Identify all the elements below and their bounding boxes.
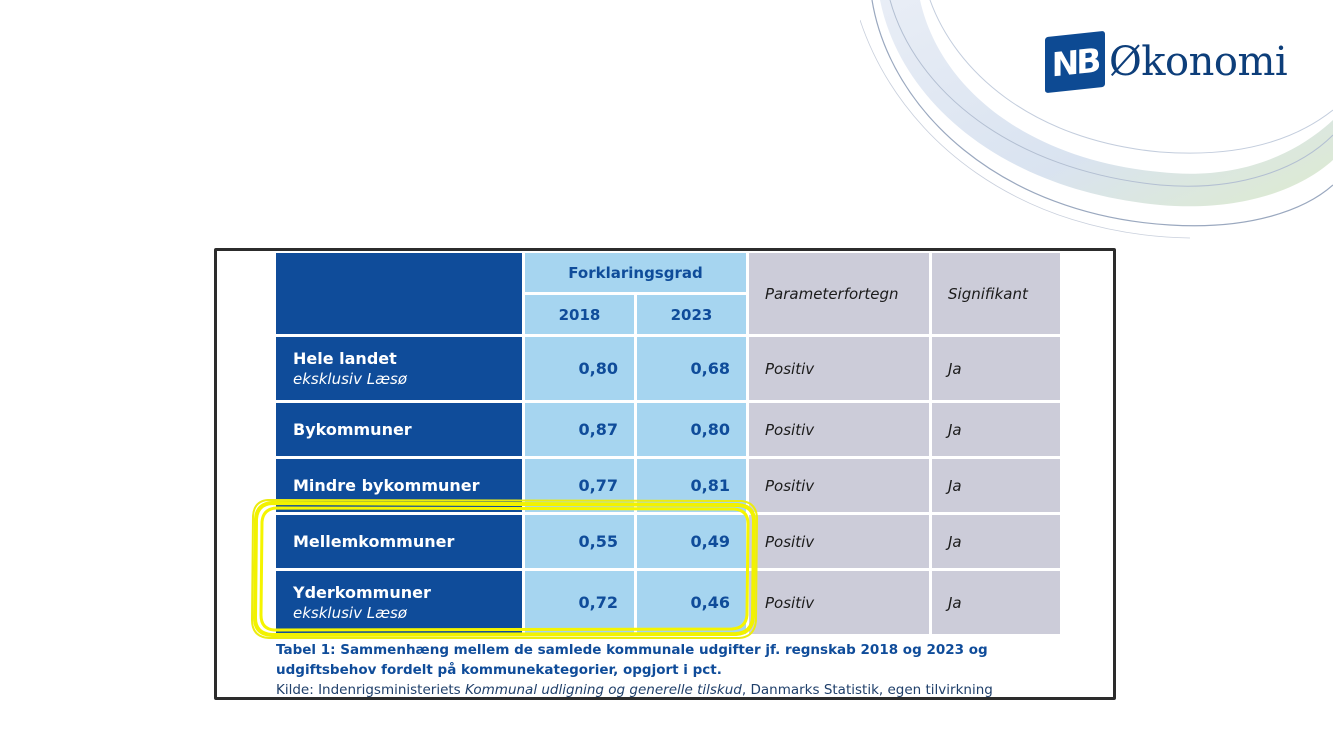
header-corner — [276, 253, 522, 334]
row-label-sub: eksklusiv Læsø — [293, 603, 407, 622]
row-label-main: Bykommuner — [293, 419, 412, 439]
significant-value: Ja — [932, 515, 1060, 568]
row-label-main: Yderkommuner — [293, 582, 431, 602]
parameter-value: Positiv — [749, 337, 929, 400]
row-label-main: Mellemkommuner — [293, 531, 455, 551]
row-label — [276, 337, 522, 400]
significant-value: Ja — [932, 403, 1060, 456]
value-2018: 0,87 — [525, 403, 634, 456]
parameter-value: Positiv — [749, 403, 929, 456]
parameter-value: Positiv — [749, 459, 929, 512]
header-forklaringsgrad: Forklaringsgrad — [525, 253, 746, 292]
header-signifikant: Signifikant — [932, 253, 1060, 334]
row-label-main: Hele landet — [293, 348, 397, 368]
logo-text: Økonomi — [1109, 39, 1288, 85]
header-parameterfortegn: Parameterfortegn — [749, 253, 929, 334]
value-2023: 0,80 — [637, 403, 746, 456]
row-label-main: Mindre bykommuner — [293, 475, 480, 495]
parameter-value: Positiv — [749, 515, 929, 568]
significant-value: Ja — [932, 459, 1060, 512]
source-prefix: Kilde: Indenrigsministeriets — [276, 682, 466, 698]
value-2023: 0,49 — [637, 515, 746, 568]
value-2018: 0,77 — [525, 459, 634, 512]
value-2018: 0,80 — [525, 337, 634, 400]
significant-value: Ja — [932, 571, 1060, 634]
value-2023: 0,68 — [637, 337, 746, 400]
source-suffix: , Danmarks Statistik, egen tilvirkning — [741, 682, 993, 698]
row-label — [276, 571, 522, 634]
row-label — [276, 403, 522, 456]
header-year-2018: 2018 — [525, 295, 634, 334]
caption-source — [276, 680, 1076, 700]
row-label — [276, 515, 522, 568]
table-caption — [276, 640, 1076, 700]
logo-badge: NB — [1045, 31, 1105, 93]
row-label-sub: eksklusiv Læsø — [293, 369, 407, 388]
caption-title: Tabel 1: Sammenhæng mellem de samlede kommunale udgifter jf. regnskab 2018 og 2023 og udgiftsbehov fordelt på kommunekategorier, opgjort i pct. — [276, 642, 988, 678]
value-2018: 0,55 — [525, 515, 634, 568]
value-2023: 0,46 — [637, 571, 746, 634]
significant-value: Ja — [932, 337, 1060, 400]
value-2023: 0,81 — [637, 459, 746, 512]
value-2018: 0,72 — [525, 571, 634, 634]
row-label — [276, 459, 522, 512]
parameter-value: Positiv — [749, 571, 929, 634]
header-year-2023: 2023 — [637, 295, 746, 334]
nb-okonomi-logo — [1045, 30, 1287, 94]
source-title: Kommunal udligning og generelle tilskud — [465, 682, 742, 698]
